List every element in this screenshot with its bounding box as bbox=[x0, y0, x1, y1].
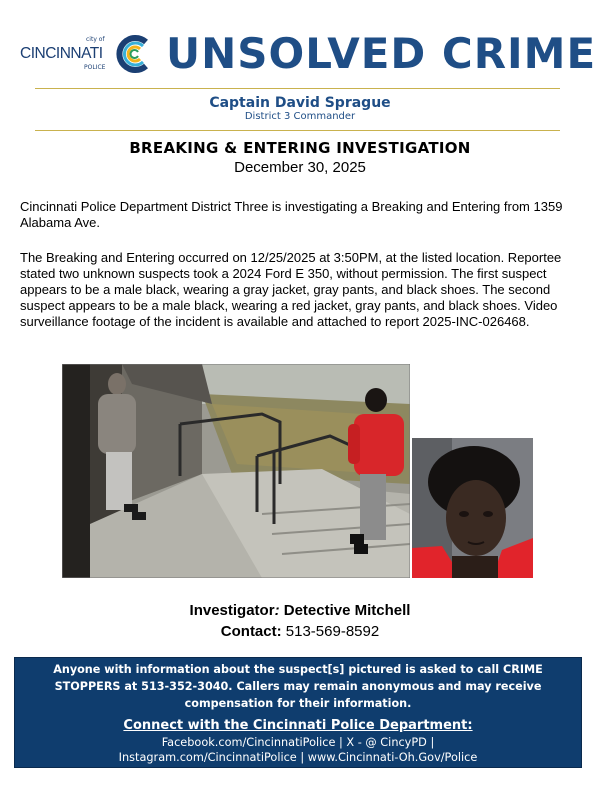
cincinnati-police-logo bbox=[20, 34, 155, 76]
notice-date: December 30, 2025 bbox=[234, 159, 366, 176]
crime-stoppers-message: Anyone with information about the suspect[s] pictured is asked to call CRIME STOPPERS at 513-352-3040. Callers may remain anonymous and may receive compensation for their information. bbox=[53, 663, 543, 710]
divider-bottom bbox=[35, 130, 560, 131]
suspect-face-closeup bbox=[412, 438, 533, 578]
notice-title: BREAKING & ENTERING INVESTIGATION bbox=[129, 139, 471, 157]
connect-heading: Connect with the Cincinnati Police Department: bbox=[123, 718, 473, 733]
social-links-line-2: Instagram.com/CincinnatiPolice | www.Cincinnati-Oh.Gov/Police bbox=[118, 751, 478, 764]
contact-phone: 513-569-8592 bbox=[281, 623, 380, 640]
investigator-name: Detective Mitchell bbox=[279, 602, 411, 619]
cincinnati-c-logo-icon bbox=[116, 34, 152, 74]
notice-paragraph-1: Cincinnati Police Department District Three is investigating a Breaking and Entering from 1359 Alabama Ave. bbox=[20, 199, 563, 230]
surveillance-photo bbox=[62, 364, 410, 578]
commander-title: District 3 Commander bbox=[244, 111, 356, 122]
logo-city-of: city of bbox=[86, 36, 105, 43]
divider-top bbox=[35, 88, 560, 89]
contact-label: Contact: bbox=[220, 623, 282, 640]
contact-line bbox=[0, 623, 600, 640]
logo-city-name: CINCINNATI bbox=[20, 45, 103, 62]
unsolved-crime-headline: UNSOLVED CRIME bbox=[166, 29, 597, 78]
logo-police: POLICE bbox=[84, 64, 106, 71]
info-banner bbox=[14, 657, 582, 768]
investigator-line bbox=[0, 602, 600, 619]
commander-name: Captain David Sprague bbox=[209, 95, 391, 111]
investigator-sep: : bbox=[274, 602, 280, 619]
investigator-label: Investigator bbox=[189, 602, 275, 619]
notice-paragraph-2: The Breaking and Entering occurred on 12/25/2025 at 3:50PM, at the listed location. Reportee stated two unknown suspects took a 2024 Ford E 350, without permission. The first suspect appears to be a male black, wearing a gray jacket, gray pants, and black shoes. The second suspect appears to be a male black, wearing a red jacket, gray pants, and black shoes. Video surveillance footage of the incident is available and attached to report 2025-INC-026468. bbox=[20, 250, 562, 329]
social-links-line-1: Facebook.com/CincinnatiPolice | X - @ CincyPD | bbox=[161, 736, 435, 749]
